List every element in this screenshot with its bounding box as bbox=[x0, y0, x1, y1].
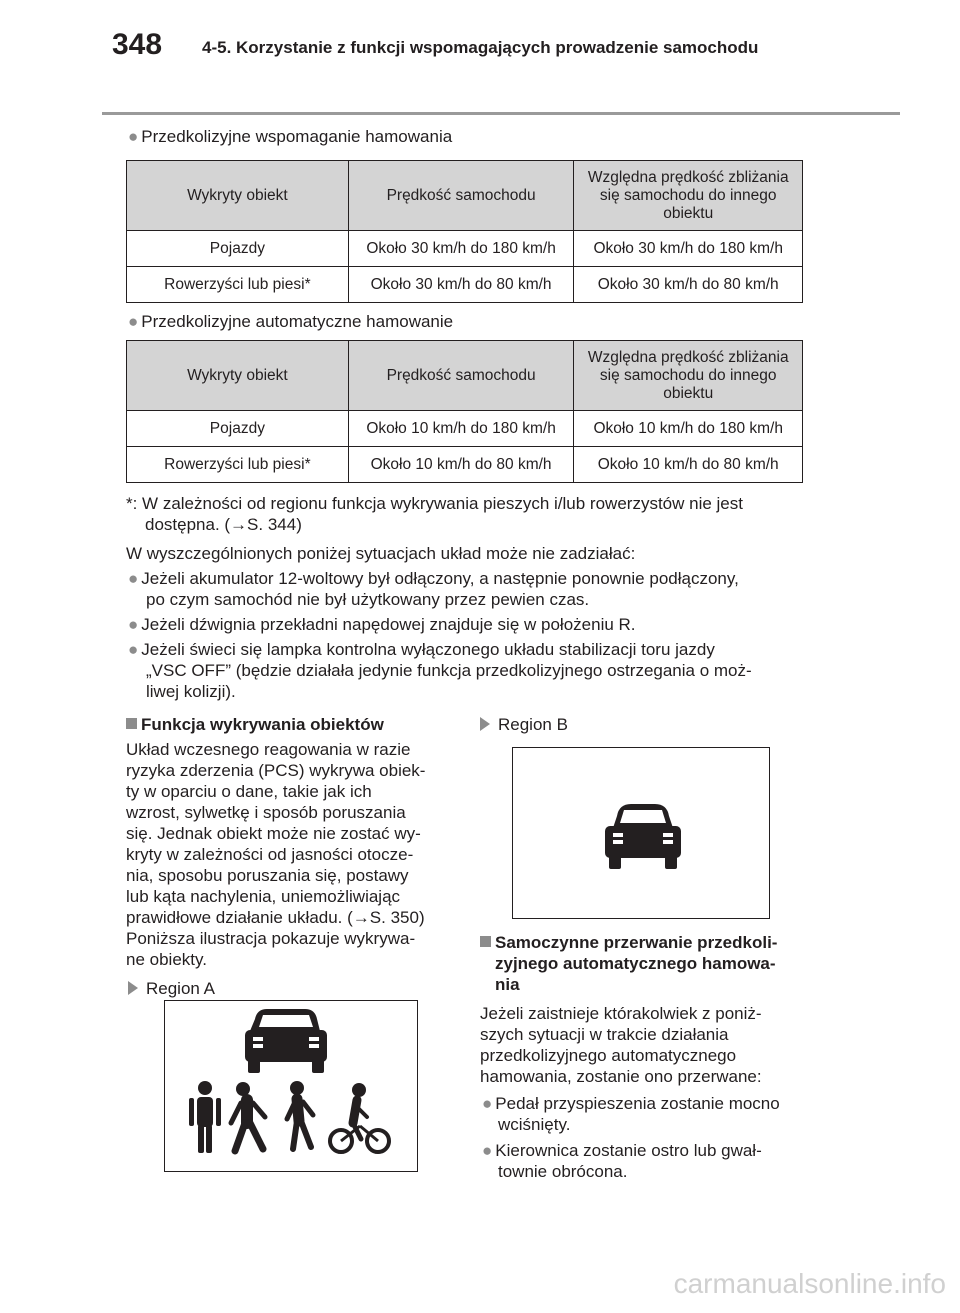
footnote-line: *: W zależności od regionu funkcja wykrywania pieszych i/lub rowerzystów nie jest bbox=[126, 494, 743, 513]
object-detection-text bbox=[126, 739, 456, 970]
header-cell: Prędkość samochodu bbox=[348, 341, 574, 411]
text-line: kryty w zależności od jasności otocze- bbox=[126, 845, 414, 864]
conditions-intro: W wyszczególnionych poniżej sytuacjach układ może nie zadziałać: bbox=[126, 544, 636, 563]
table-brake-assist bbox=[126, 160, 803, 303]
table-row bbox=[127, 267, 803, 303]
text-line: prawidłowe działanie układu. (→S. 350) bbox=[126, 908, 425, 927]
pedestrian-walking-icon bbox=[231, 1082, 265, 1151]
region-a-figure bbox=[164, 1000, 418, 1172]
square-bullet-icon bbox=[126, 718, 137, 729]
region-a-label bbox=[126, 978, 456, 999]
text-line: przedkolizyjnego automatycznego bbox=[480, 1046, 737, 1065]
cyclist-icon bbox=[330, 1083, 389, 1152]
region-label-text: Region B bbox=[498, 715, 568, 734]
right-column bbox=[480, 932, 810, 1182]
chapter-title: 4-5. Korzystanie z funkcji wspomagających prowadzenie samochodu bbox=[202, 38, 759, 57]
car-icon bbox=[605, 804, 681, 869]
header-cell: Wykryty obiekt bbox=[127, 341, 349, 411]
left-column bbox=[126, 714, 456, 999]
text-line: Układ wczesnego reagowania w razie bbox=[126, 740, 411, 759]
bullet-icon: ● bbox=[482, 1141, 493, 1160]
footnote-line: dostępna. (→S. 344) bbox=[145, 515, 302, 534]
header-cell: Względna prędkość zbliżania się samochodu do innego obiektu bbox=[574, 341, 803, 411]
condition-line: Jeżeli świeci się lampka kontrolna wyłączonego układu stabilizacji toru jazdy bbox=[141, 640, 715, 659]
condition-line: „VSC OFF” (będzie działała jedynie funkcja przedkolizyjnego ostrzegania o moż- bbox=[146, 661, 752, 680]
bullet-icon: ● bbox=[128, 615, 139, 634]
pedestrian-running-icon bbox=[287, 1081, 313, 1149]
table-cell: Około 30 km/h do 180 km/h bbox=[574, 231, 803, 267]
table-cell: Około 10 km/h do 80 km/h bbox=[574, 447, 803, 483]
cancel-condition-item bbox=[480, 1140, 810, 1182]
object-detection-heading bbox=[126, 714, 456, 735]
region-b-figure bbox=[512, 747, 770, 919]
section-title: Przedkolizyjne automatyczne hamowanie bbox=[141, 312, 454, 331]
condition-item bbox=[128, 568, 739, 610]
table-header-row bbox=[127, 161, 803, 231]
bullet-icon: ● bbox=[482, 1094, 493, 1113]
condition-item bbox=[128, 614, 636, 635]
text-line: ne obiekty. bbox=[126, 950, 207, 969]
header-cell: Wykryty obiekt bbox=[127, 161, 349, 231]
table-cell: Około 30 km/h do 80 km/h bbox=[574, 267, 803, 303]
text-line: Poniższa ilustracja pokazuje wykrywa- bbox=[126, 929, 416, 948]
table-cell: Około 30 km/h do 180 km/h bbox=[348, 231, 574, 267]
table-row bbox=[127, 411, 803, 447]
heading-text: Samoczynne przerwanie przedkoli- bbox=[495, 933, 778, 952]
car-icon bbox=[245, 1009, 327, 1073]
header-cell: Prędkość samochodu bbox=[348, 161, 574, 231]
pedestrian-standing-icon bbox=[189, 1081, 221, 1153]
auto-brake-cancel-text bbox=[480, 1003, 810, 1087]
bullet-icon: ● bbox=[128, 127, 139, 146]
cancel-condition-item bbox=[480, 1093, 810, 1135]
text-line: wzrost, sylwetkę i sposób poruszania bbox=[126, 803, 406, 822]
region-b-label bbox=[480, 714, 568, 735]
table-row bbox=[127, 231, 803, 267]
condition-line: Jeżeli dźwignia przekładni napędowej znajduje się w położeniu R. bbox=[141, 615, 636, 634]
footnote bbox=[126, 493, 743, 535]
auto-brake-cancel-heading bbox=[480, 932, 810, 995]
table-cell: Około 10 km/h do 180 km/h bbox=[348, 411, 574, 447]
square-bullet-icon bbox=[480, 936, 491, 947]
bullet-icon: ● bbox=[128, 569, 139, 588]
condition-item bbox=[128, 639, 752, 702]
section-pre-collision-auto-brake bbox=[128, 312, 453, 332]
table-cell: Pojazdy bbox=[127, 411, 349, 447]
header-cell: Względna prędkość zbliżania się samochodu do innego obiektu bbox=[574, 161, 803, 231]
table-row bbox=[127, 447, 803, 483]
heading-text: nia bbox=[495, 975, 520, 994]
condition-line: Jeżeli akumulator 12-woltowy był odłączony, a następnie ponownie podłączony, bbox=[141, 569, 739, 588]
condition-line: po czym samochód nie był użytkowany przez pewien czas. bbox=[146, 590, 590, 609]
text-line: szych sytuacji w trakcie działania bbox=[480, 1025, 729, 1044]
text-line: hamowania, zostanie ono przerwane: bbox=[480, 1067, 762, 1086]
arrow-icon bbox=[128, 981, 138, 995]
heading-text: Funkcja wykrywania obiektów bbox=[141, 715, 384, 734]
text-line: nia, sposobu poruszania się, postawy bbox=[126, 866, 409, 885]
text-line: Kierownica zostanie ostro lub gwał- bbox=[495, 1141, 762, 1160]
table-cell: Około 10 km/h do 80 km/h bbox=[348, 447, 574, 483]
bullet-icon: ● bbox=[128, 640, 139, 659]
text-line: lub kąta nachylenia, uniemożliwiając bbox=[126, 887, 401, 906]
condition-line: liwej kolizji). bbox=[146, 682, 236, 701]
table-cell: Pojazdy bbox=[127, 231, 349, 267]
text-line: wciśnięty. bbox=[498, 1115, 571, 1134]
text-line: ryzyka zderzenia (PCS) wykrywa obiek- bbox=[126, 761, 426, 780]
text-line: townie obrócona. bbox=[498, 1162, 628, 1181]
table-cell: Około 30 km/h do 80 km/h bbox=[348, 267, 574, 303]
section-title: Przedkolizyjne wspomaganie hamowania bbox=[141, 127, 453, 146]
watermark: carmanualsonline.info bbox=[673, 1268, 946, 1299]
table-auto-brake bbox=[126, 340, 803, 483]
heading-text: zyjnego automatycznego hamowa- bbox=[495, 954, 776, 973]
section-pre-collision-brake-assist bbox=[128, 127, 452, 147]
table-cell: Około 10 km/h do 180 km/h bbox=[574, 411, 803, 447]
text-line: Jeżeli zaistnieje którakolwiek z poniż- bbox=[480, 1004, 762, 1023]
table-cell: Rowerzyści lub piesi* bbox=[127, 267, 349, 303]
text-line: ty w oparciu o dane, takie jak ich bbox=[126, 782, 372, 801]
text-line: się. Jednak obiekt może nie zostać wy- bbox=[126, 824, 421, 843]
text-line: Pedał przyspieszenia zostanie mocno bbox=[495, 1094, 780, 1113]
bullet-icon: ● bbox=[128, 312, 139, 331]
region-label-text: Region A bbox=[146, 979, 215, 998]
page-number: 348 bbox=[112, 28, 163, 61]
header-divider bbox=[102, 112, 900, 115]
table-cell: Rowerzyści lub piesi* bbox=[127, 447, 349, 483]
arrow-icon bbox=[480, 717, 490, 731]
table-header-row bbox=[127, 341, 803, 411]
